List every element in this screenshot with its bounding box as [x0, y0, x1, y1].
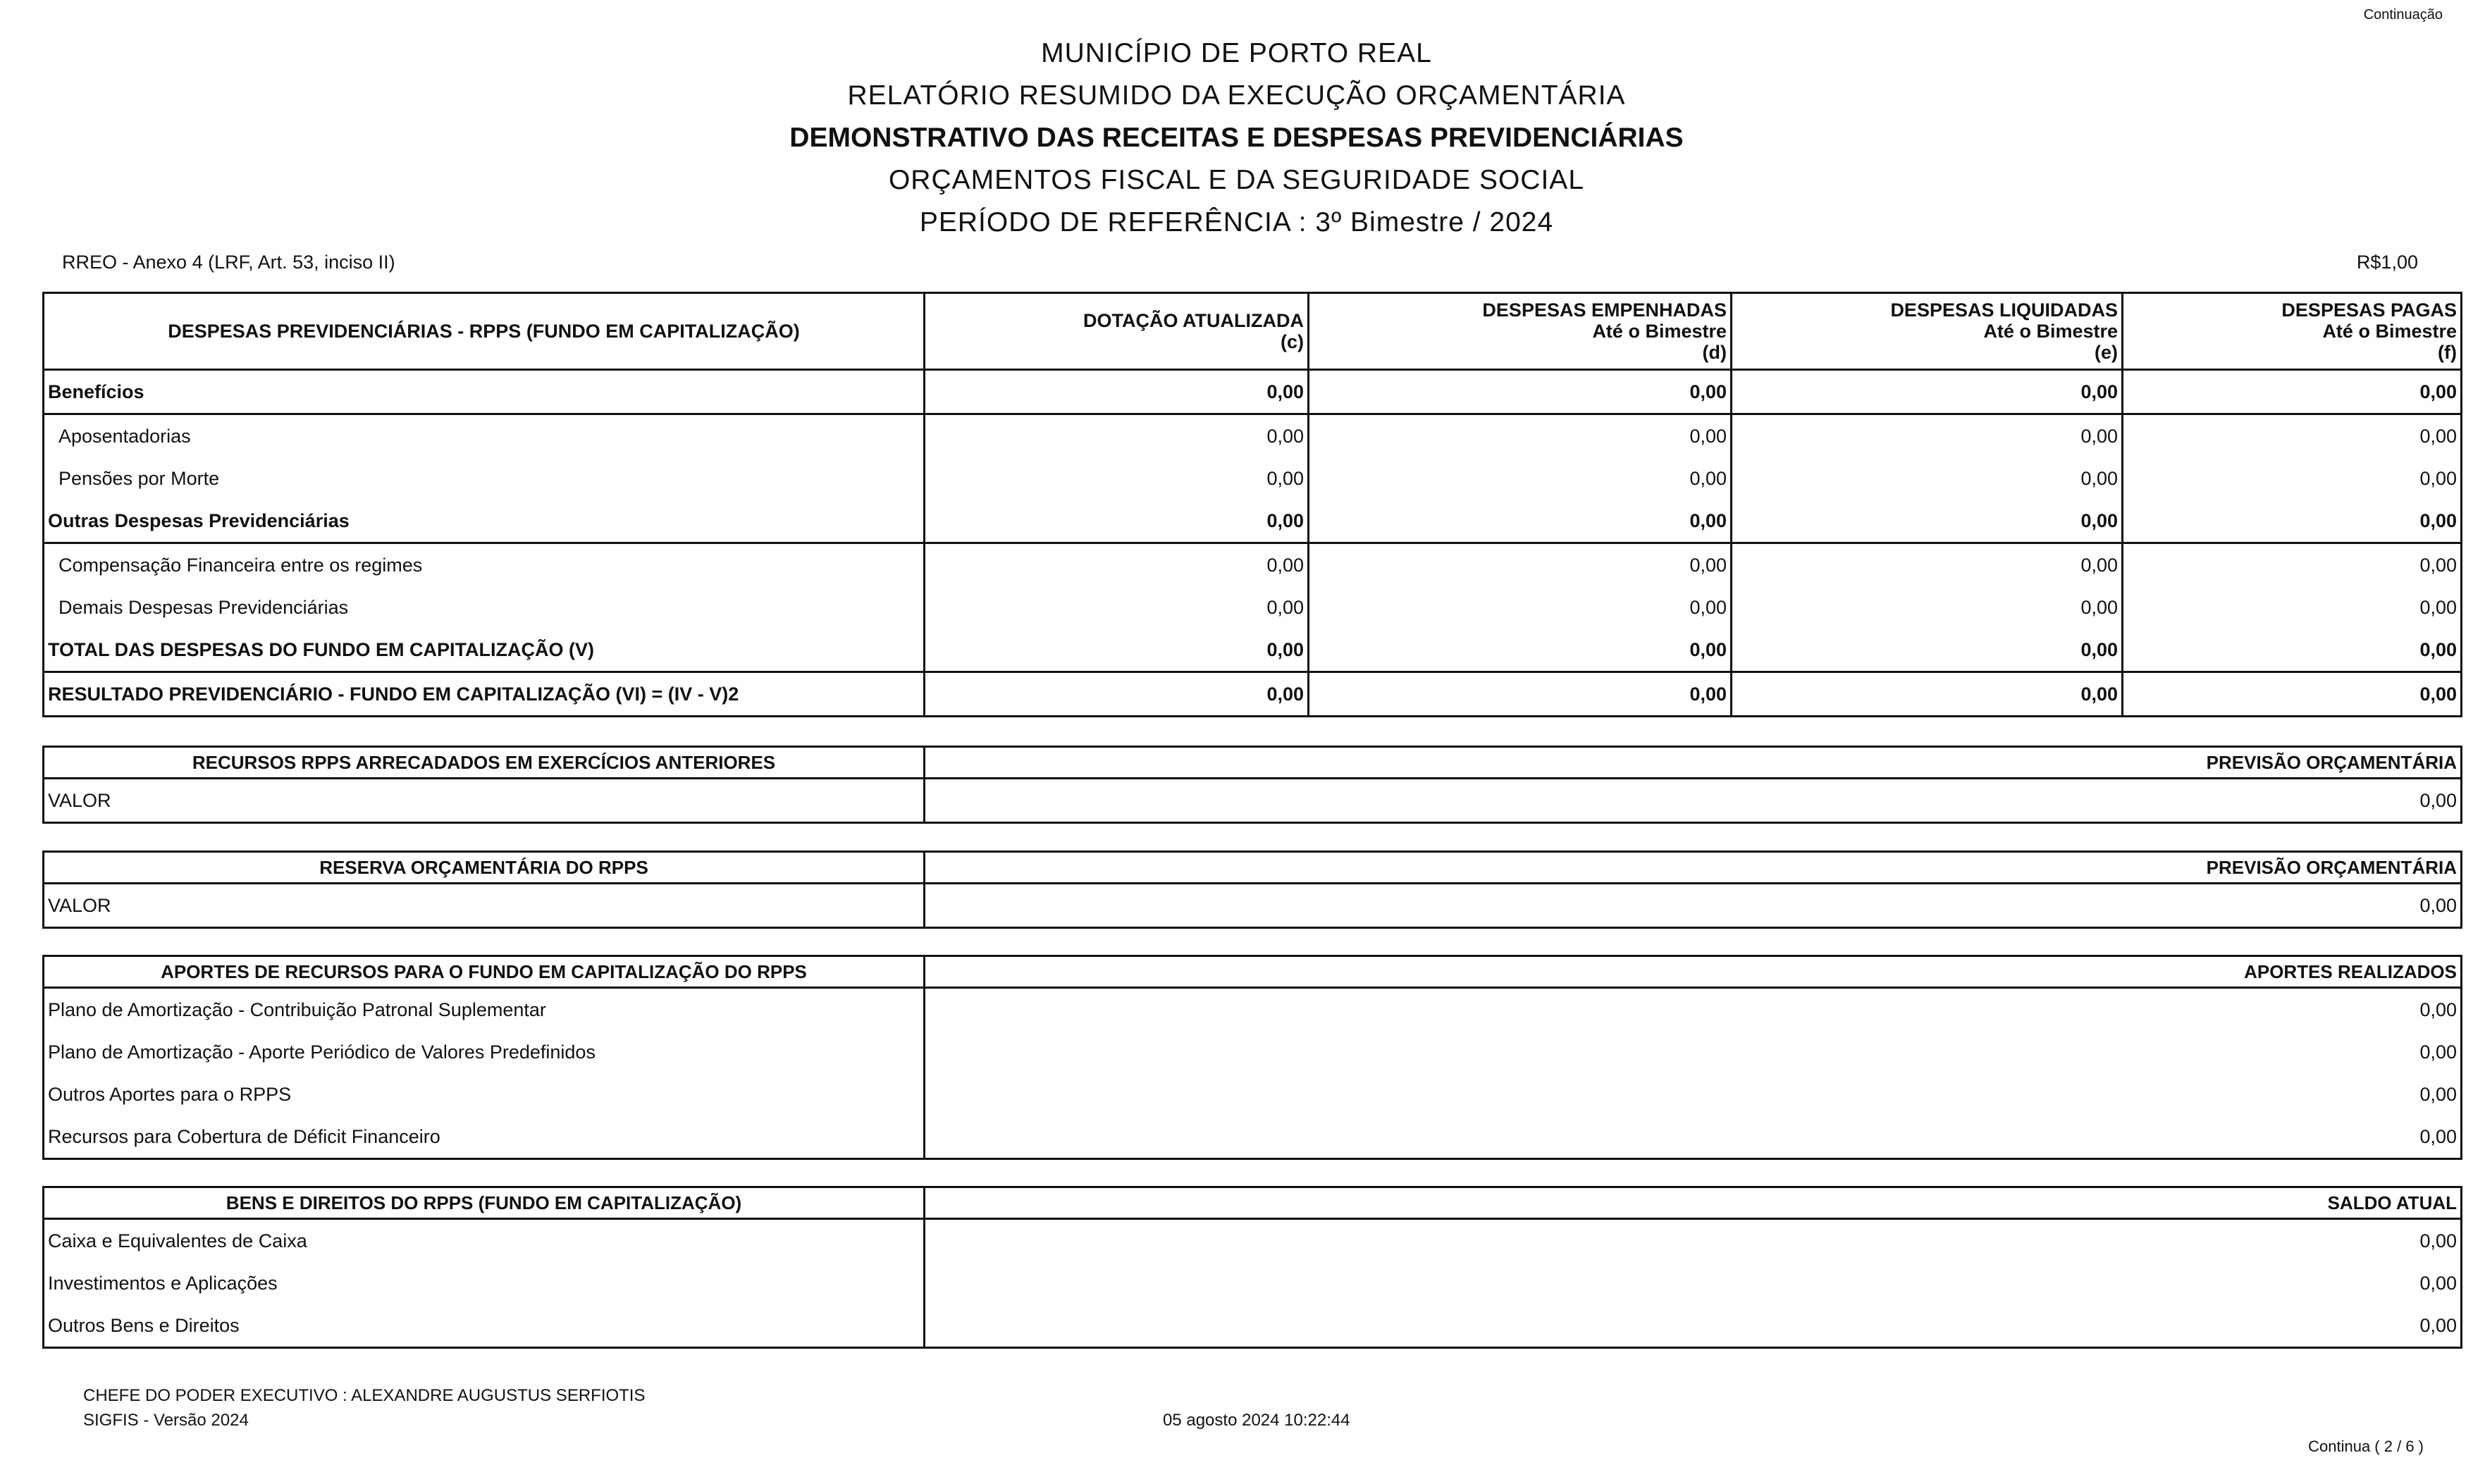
row-value: 0,00 [1732, 457, 2123, 500]
col-header-empenhadas: DESPESAS EMPENHADAS Até o Bimestre (d) [1309, 293, 1732, 370]
table-row [44, 500, 2462, 543]
row-value: 0,00 [2123, 672, 2462, 717]
row-value: 0,00 [1732, 370, 2123, 414]
table-row [44, 884, 2462, 928]
row-label: Recursos para Cobertura de Déficit Financeiro [44, 1115, 925, 1159]
row-label: Outros Aportes para o RPPS [44, 1073, 925, 1115]
table-header-row [44, 956, 2462, 988]
generation-datetime: 05 agosto 2024 10:22:44 [1163, 1411, 1350, 1430]
table-header-row [44, 747, 2462, 779]
row-value: 0,00 [925, 1304, 2462, 1348]
table-row-result [44, 672, 2462, 717]
col-header-value: PREVISÃO ORÇAMENTÁRIA [925, 747, 2462, 779]
row-value: 0,00 [1309, 672, 1732, 717]
statement-title: DEMONSTRATIVO DAS RECEITAS E DESPESAS PREVIDENCIÁRIAS [789, 123, 1684, 153]
row-value: 0,00 [2123, 457, 2462, 500]
contributions-table [42, 955, 2462, 1160]
row-value: 0,00 [1309, 500, 1732, 543]
reference-period: PERÍODO DE REFERÊNCIA : 3º Bimestre / 2024 [919, 207, 1554, 237]
row-label: Outros Bens e Direitos [44, 1304, 925, 1348]
row-value: 0,00 [925, 543, 1309, 587]
row-value: 0,00 [2123, 629, 2462, 672]
col-header-pagas: DESPESAS PAGAS Até o Bimestre (f) [2123, 293, 2462, 370]
table-row-total [44, 629, 2462, 672]
table-row [44, 1219, 2462, 1263]
executive-chief: CHEFE DO PODER EXECUTIVO : ALEXANDRE AUGUSTUS SERFIOTIS [83, 1386, 646, 1405]
row-value: 0,00 [2123, 370, 2462, 414]
row-value: 0,00 [1309, 414, 1732, 458]
row-value: 0,00 [1309, 370, 1732, 414]
col-header-description: RESERVA ORÇAMENTÁRIA DO RPPS [44, 852, 925, 884]
row-label: Benefícios [44, 370, 925, 414]
row-label: Aposentadorias [44, 414, 925, 458]
col-header-value: SALDO ATUAL [925, 1187, 2462, 1219]
table-row [44, 543, 2462, 587]
col-header-dotacao: DOTAÇÃO ATUALIZADA (c) [925, 293, 1309, 370]
system-version: SIGFIS - Versão 2024 [83, 1411, 249, 1430]
row-value: 0,00 [2123, 543, 2462, 587]
table-row [44, 1304, 2462, 1348]
row-value: 0,00 [2123, 500, 2462, 543]
row-label: RESULTADO PREVIDENCIÁRIO - FUNDO EM CAPITALIZAÇÃO (VI) = (IV - V)2 [44, 672, 925, 717]
row-value: 0,00 [1732, 586, 2123, 629]
table-row [44, 1262, 2462, 1304]
row-value: 0,00 [1732, 543, 2123, 587]
col-header-value: APORTES REALIZADOS [925, 956, 2462, 988]
annex-reference: RREO - Anexo 4 (LRF, Art. 53, inciso II) [62, 252, 395, 273]
row-label: Outras Despesas Previdenciárias [44, 500, 925, 543]
row-value: 0,00 [925, 586, 1309, 629]
table-header-row [44, 852, 2462, 884]
row-label: VALOR [44, 884, 925, 928]
page-indicator: Continua ( 2 / 6 ) [2308, 1437, 2424, 1455]
table-row [44, 586, 2462, 629]
row-value: 0,00 [925, 457, 1309, 500]
table-header-row [44, 1187, 2462, 1219]
row-value: 0,00 [925, 672, 1309, 717]
row-label: Pensões por Morte [44, 457, 925, 500]
table-row [44, 457, 2462, 500]
report-title: RELATÓRIO RESUMIDO DA EXECUÇÃO ORÇAMENTÁRIA [847, 80, 1626, 111]
table-header-row [44, 293, 2462, 370]
col-header-description: DESPESAS PREVIDENCIÁRIAS - RPPS (FUNDO EM CAPITALIZAÇÃO) [44, 293, 925, 370]
row-value: 0,00 [1309, 629, 1732, 672]
row-value: 0,00 [925, 1219, 2462, 1263]
row-label: Plano de Amortização - Aporte Periódico de Valores Predefinidos [44, 1031, 925, 1073]
row-value: 0,00 [2123, 586, 2462, 629]
assets-table [42, 1186, 2462, 1349]
rpps-reserve-table [42, 851, 2462, 929]
col-header-description: APORTES DE RECURSOS PARA O FUNDO EM CAPITALIZAÇÃO DO RPPS [44, 956, 925, 988]
table-row [44, 1115, 2462, 1159]
row-value: 0,00 [925, 500, 1309, 543]
row-value: 0,00 [925, 988, 2462, 1032]
col-header-value: PREVISÃO ORÇAMENTÁRIA [925, 852, 2462, 884]
row-label: VALOR [44, 779, 925, 823]
row-value: 0,00 [925, 884, 2462, 928]
municipality-title: MUNICÍPIO DE PORTO REAL [1041, 38, 1432, 68]
col-header-description: RECURSOS RPPS ARRECADADOS EM EXERCÍCIOS ANTERIORES [44, 747, 925, 779]
row-value: 0,00 [1309, 457, 1732, 500]
row-value: 0,00 [1732, 500, 2123, 543]
table-row [44, 1073, 2462, 1115]
col-header-liquidadas: DESPESAS LIQUIDADAS Até o Bimestre (e) [1732, 293, 2123, 370]
table-row [44, 988, 2462, 1032]
row-value: 0,00 [1309, 543, 1732, 587]
report-header [0, 32, 2473, 244]
row-value: 0,00 [925, 1115, 2462, 1159]
table-row [44, 1031, 2462, 1073]
row-value: 0,00 [925, 629, 1309, 672]
row-label: Plano de Amortização - Contribuição Patronal Suplementar [44, 988, 925, 1032]
row-value: 0,00 [925, 1031, 2462, 1073]
continuation-label: Continuação [2363, 7, 2443, 23]
row-value: 0,00 [925, 414, 1309, 458]
row-value: 0,00 [925, 779, 2462, 823]
row-label: Caixa e Equivalentes de Caixa [44, 1219, 925, 1263]
col-header-description: BENS E DIREITOS DO RPPS (FUNDO EM CAPITALIZAÇÃO) [44, 1187, 925, 1219]
row-label: Compensação Financeira entre os regimes [44, 543, 925, 587]
row-value: 0,00 [2123, 414, 2462, 458]
table-row [44, 779, 2462, 823]
row-value: 0,00 [1309, 586, 1732, 629]
budget-subtitle: ORÇAMENTOS FISCAL E DA SEGURIDADE SOCIAL [888, 165, 1585, 195]
expenses-table [42, 292, 2462, 717]
row-value: 0,00 [925, 370, 1309, 414]
row-value: 0,00 [1732, 672, 2123, 717]
table-row [44, 414, 2462, 458]
row-label: Demais Despesas Previdenciárias [44, 586, 925, 629]
row-value: 0,00 [925, 1073, 2462, 1115]
row-label: Investimentos e Aplicações [44, 1262, 925, 1304]
row-value: 0,00 [1732, 414, 2123, 458]
table-row [44, 370, 2462, 414]
currency-unit: R$1,00 [2356, 252, 2418, 273]
row-value: 0,00 [925, 1262, 2462, 1304]
rpps-resources-table [42, 746, 2462, 824]
row-label: TOTAL DAS DESPESAS DO FUNDO EM CAPITALIZAÇÃO (V) [44, 629, 925, 672]
row-value: 0,00 [1732, 629, 2123, 672]
